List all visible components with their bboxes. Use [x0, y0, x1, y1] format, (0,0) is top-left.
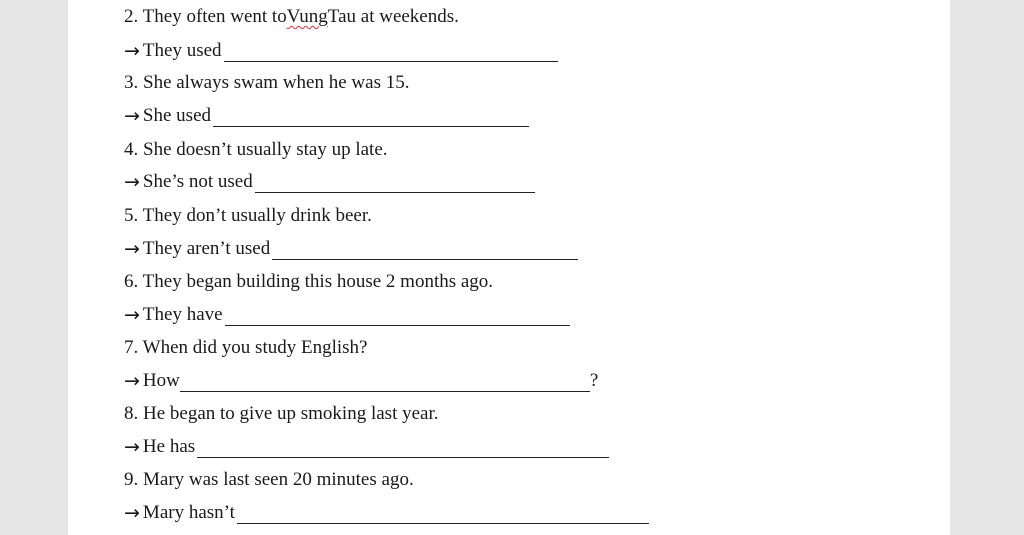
answer-blank[interactable]: [255, 174, 535, 193]
spellcheck-word: Vung: [286, 6, 328, 27]
question-text: 9. Mary was last seen 20 minutes ago.: [124, 469, 414, 490]
answer-9: [124, 502, 649, 524]
answer-6: [124, 304, 570, 326]
answer-blank[interactable]: [237, 505, 649, 524]
answer-suffix: ?: [589, 370, 599, 391]
question-text: 7. When did you study English?: [124, 337, 368, 358]
arrow-icon: →: [124, 171, 140, 193]
answer-7: [124, 370, 598, 392]
arrow-icon: →: [124, 238, 140, 260]
question-8: [124, 403, 439, 425]
answer-prefix: They have: [142, 304, 223, 325]
question-text: 8. He began to give up smoking last year.: [124, 403, 439, 424]
answer-prefix: Mary hasn’t: [142, 502, 235, 523]
answer-4: [124, 171, 535, 193]
answer-blank[interactable]: [180, 373, 590, 392]
arrow-icon: →: [124, 502, 140, 524]
answer-prefix: They aren’t used: [142, 238, 271, 259]
arrow-icon: →: [124, 436, 140, 458]
answer-blank[interactable]: [272, 241, 578, 260]
answer-blank[interactable]: [213, 108, 529, 127]
question-text: 4. She doesn’t usually stay up late.: [124, 139, 388, 160]
question-text: 6. They began building this house 2 months ago.: [124, 271, 494, 292]
answer-blank[interactable]: [225, 307, 570, 326]
answer-3: [124, 105, 529, 127]
answer-2: [124, 40, 558, 62]
answer-8: [124, 436, 609, 458]
question-4: [124, 139, 388, 161]
answer-5: [124, 238, 578, 260]
question-text: 3. She always swam when he was 15.: [124, 72, 410, 93]
arrow-icon: →: [124, 304, 140, 326]
answer-prefix: How: [142, 370, 180, 391]
question-5: [124, 205, 372, 227]
question-9: [124, 469, 414, 491]
answer-blank[interactable]: [197, 439, 609, 458]
answer-prefix: She used: [142, 105, 211, 126]
arrow-icon: →: [124, 40, 140, 62]
question-2: [124, 6, 459, 28]
answer-blank[interactable]: [224, 43, 558, 62]
question-3: [124, 72, 409, 94]
answer-prefix: They used: [142, 40, 222, 61]
arrow-icon: →: [124, 105, 140, 127]
question-7: [124, 337, 367, 359]
question-text: 5. They don’t usually drink beer.: [124, 205, 372, 226]
answer-prefix: She’s not used: [142, 171, 253, 192]
question-6: [124, 271, 493, 293]
question-text: 2. They often went to: [124, 6, 287, 27]
answer-prefix: He has: [142, 436, 196, 457]
arrow-icon: →: [124, 370, 140, 392]
question-text-end: Tau at weekends.: [327, 6, 459, 27]
